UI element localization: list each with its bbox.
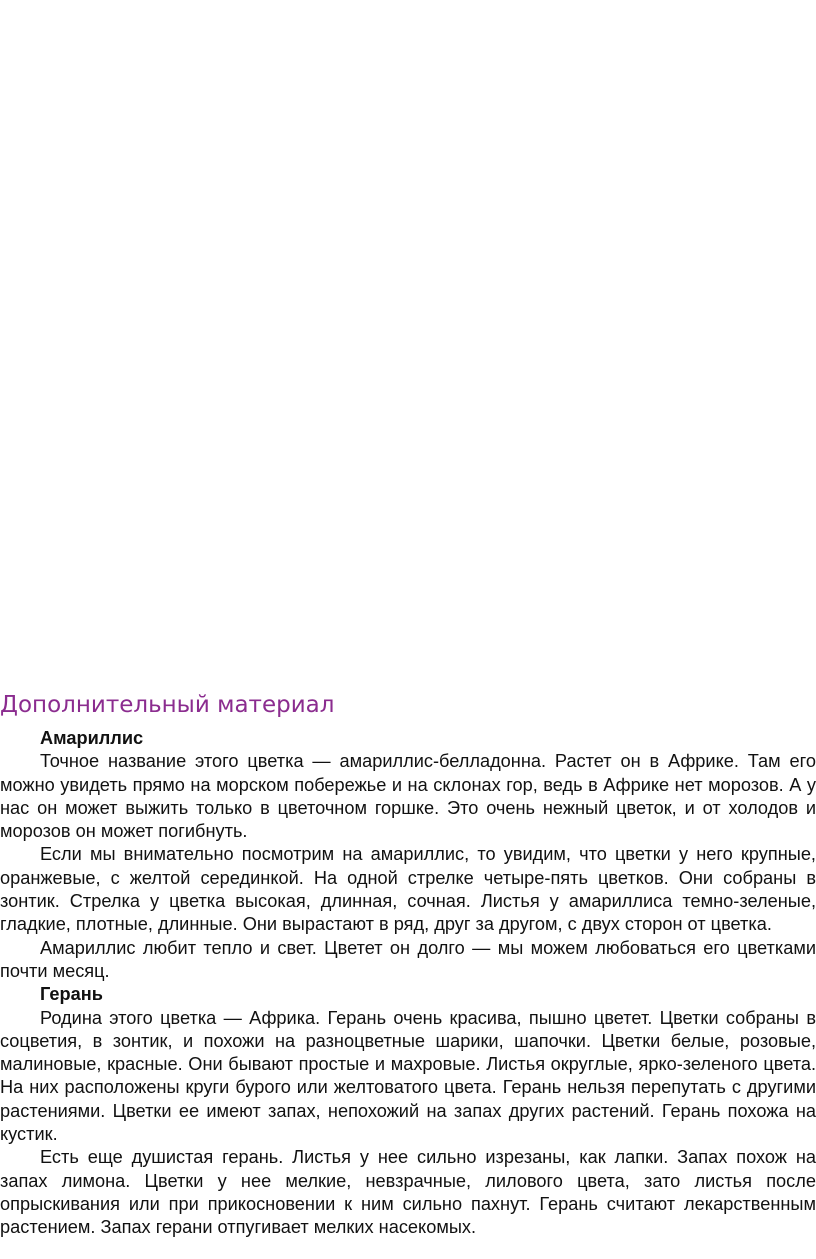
amaryllis-paragraph-3: Амариллис любит тепло и свет. Цветет он долго — мы можем любоваться его цветками почти месяц. [0, 937, 816, 981]
geranium-paragraph-1: Родина этого цветка — Африка. Герань очень красива, пышно цветет. Цветки собраны в соцветия, в зонтик, и похожи на разноцветные шарики, шапочки. Цветки белые, розовые, малиновые, красные. Они бывают простые и махровые. Листья округлые, ярко-зеленого цвета. На них расположены круги бурого или желтоватого цвета. Герань нельзя перепутать с другими растениями. Цветки ее имеют запах, непохожий на запах других растений. Герань похожа на кустик. [0, 1007, 816, 1145]
article-body [0, 727, 816, 1240]
amaryllis-paragraph-1: Точное название этого цветка — амариллис-белладонна. Растет он в Африке. Там его можно увидеть прямо на морском побережье и на склонах гор, ведь в Африке нет морозов. А у нас он может выжить только в цветочном горшке. Это очень нежный цветок, и от холодов и морозов он может погибнуть. [0, 751, 816, 842]
geranium-paragraph-2: Есть еще душистая герань. Листья у нее сильно изрезаны, как лапки. Запах похож на запах лимона. Цветки у нее мелкие, невзрачные, лилового цвета, зато листья после опрыскивания или при прикосновении к ним сильно пахнут. Герань считают лекарственным растением. Запах герани отпугивает мелких насекомых. [0, 1147, 816, 1238]
text-block [0, 688, 816, 1240]
section-title: Дополнительный материал [0, 692, 335, 718]
amaryllis-heading: Амариллис [40, 728, 144, 748]
amaryllis-paragraph-2: Если мы внимательно посмотрим на амариллис, то увидим, что цветки у него крупные, оранжевые, с желтой серединкой. На одной стрелке четыре-пять цветков. Они собраны в зонтик. Стрелка у цветка высокая, длинная, сочная. Листья у амариллиса темно-зеленые, гладкие, плотные, длинные. Они вырастают в ряд, друг за другом, с двух сторон от цветка. [0, 844, 816, 935]
geranium-heading: Герань [40, 984, 103, 1005]
